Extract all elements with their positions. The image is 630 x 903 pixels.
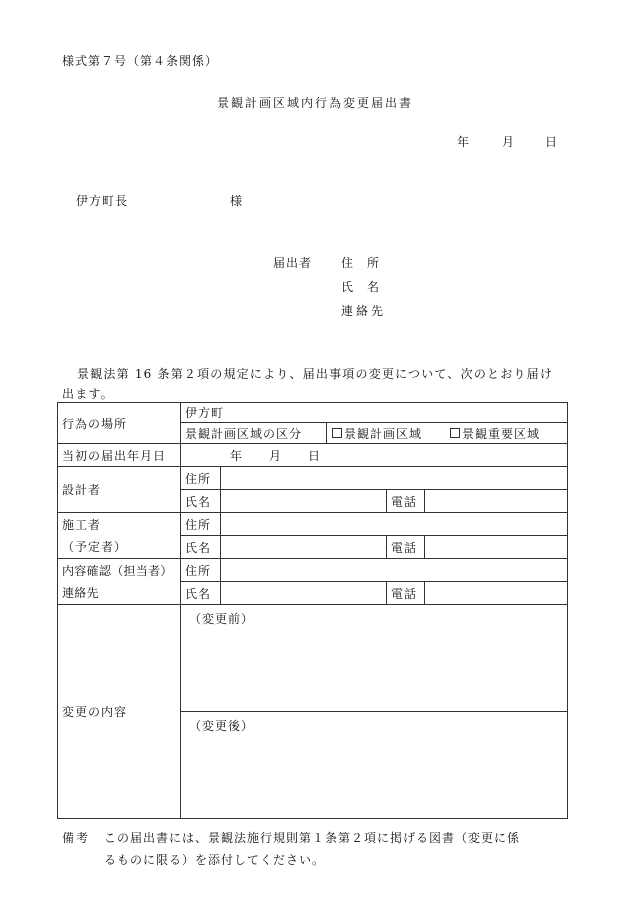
after-change-field[interactable] — [181, 712, 568, 819]
builder-name-label: 氏名 — [181, 536, 221, 559]
place-value[interactable]: 伊方町 — [181, 403, 568, 423]
builder-label: 施工者 — [62, 517, 102, 532]
date-day-label: 日 — [545, 135, 559, 149]
zone-option-important-area[interactable]: 景観重要区域 — [442, 423, 540, 443]
before-change-label: （変更前） — [189, 612, 255, 626]
date-year-label: 年 — [457, 135, 471, 149]
applicant-contact-label: 連絡先 — [341, 304, 387, 318]
confirm-name-field[interactable] — [221, 582, 387, 605]
notes-line-2: るものに限る）を添付してください。 — [104, 853, 326, 867]
checkbox-icon[interactable] — [332, 428, 342, 438]
place-label: 行為の場所 — [58, 403, 181, 444]
designer-phone-field[interactable] — [425, 490, 568, 513]
notes-heading: 備考 — [62, 831, 91, 845]
confirm-address-field[interactable] — [221, 559, 568, 582]
builder-phone-label: 電話 — [387, 536, 425, 559]
designer-address-label: 住所 — [181, 467, 221, 490]
change-content-label: 変更の内容 — [58, 605, 181, 819]
checkbox-icon[interactable] — [450, 428, 460, 438]
confirm-phone-field[interactable] — [425, 582, 568, 605]
builder-label-cell — [58, 513, 181, 559]
builder-sublabel: （予定者） — [62, 539, 128, 554]
after-change-label: （変更後） — [189, 719, 255, 733]
builder-address-field[interactable] — [221, 513, 568, 536]
applicant-label: 届出者 — [273, 256, 313, 270]
addressee: 伊方町長 — [76, 194, 129, 208]
zone-option-keikan-area[interactable]: 景観計画区域 — [327, 423, 442, 443]
notes — [62, 827, 520, 871]
zone-label: 景観計画区域の区分 — [181, 423, 327, 443]
zone-row — [181, 423, 568, 444]
document-title: 景観計画区域内行為変更届出書 — [216, 96, 413, 110]
confirm-name-label: 氏名 — [181, 582, 221, 605]
confirm-address-label: 住所 — [181, 559, 221, 582]
confirm-label: 内容確認（担当者） — [62, 563, 173, 578]
change-form-table — [57, 402, 568, 819]
before-change-field[interactable] — [181, 605, 568, 712]
builder-phone-field[interactable] — [425, 536, 568, 559]
initial-date-value[interactable]: 年 月 日 — [181, 444, 568, 467]
designer-name-field[interactable] — [221, 490, 387, 513]
builder-address-label: 住所 — [181, 513, 221, 536]
notes-line-1: この届出書には、景観法施行規則第１条第２項に掲げる図書（変更に係 — [104, 831, 521, 845]
designer-address-field[interactable] — [221, 467, 568, 490]
initial-date-label: 当初の届出年月日 — [58, 444, 181, 467]
applicant-name-label: 氏名 — [341, 280, 394, 294]
designer-label: 設計者 — [58, 467, 181, 513]
designer-name-label: 氏名 — [181, 490, 221, 513]
date-month-label: 月 — [502, 135, 516, 149]
confirm-label-cell — [58, 559, 181, 605]
designer-phone-label: 電話 — [387, 490, 425, 513]
confirm-phone-label: 電話 — [387, 582, 425, 605]
applicant-address-label: 住所 — [341, 256, 394, 270]
honorific: 様 — [230, 194, 244, 208]
form-number: 様式第７号（第４条関係） — [62, 54, 219, 68]
statement-text: 景観法第 16 条第２項の規定により、届出事項の変更について、次のとおり届け出ます。 — [62, 367, 554, 401]
builder-name-field[interactable] — [221, 536, 387, 559]
confirm-sublabel: 連絡先 — [62, 585, 99, 600]
